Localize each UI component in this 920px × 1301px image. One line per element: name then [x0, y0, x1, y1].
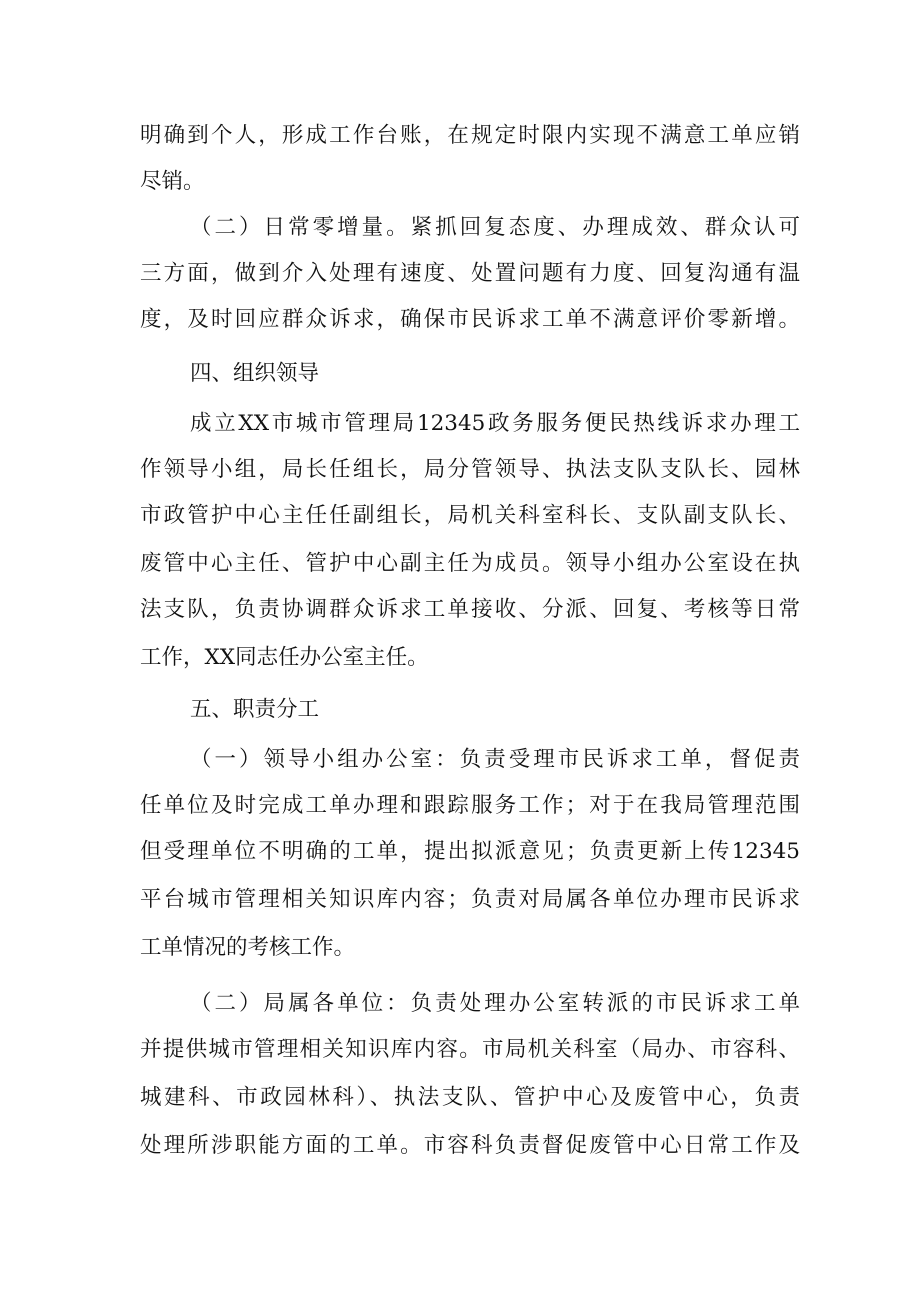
section-heading: 五、职责分工 [190, 697, 320, 722]
body-text-line: 工作，XX同志任办公室主任。 [140, 645, 429, 670]
body-text-line: 并提供城市管理相关知识库内容。市局机关科室（局办、市容科、 [140, 1037, 800, 1062]
body-text-line: 城建科、市政园林科）、执法支队、管护中心及废管中心，负责 [140, 1085, 800, 1110]
body-text-line: 任单位及时完成工单办理和跟踪服务工作；对于在我局管理范围 [140, 793, 800, 818]
body-text-line: 但受理单位不明确的工单，提出拟派意见；负责更新上传12345 [140, 839, 800, 864]
body-text-line: 成立XX市城市管理局12345政务服务便民热线诉求办理工 [190, 411, 800, 436]
body-text-line: 法支队，负责协调群众诉求工单接收、分派、回复、考核等日常 [140, 597, 800, 622]
body-text-line: 市政管护中心主任任副组长，局机关科室科长、支队副支队长、 [140, 503, 800, 528]
body-text-line: 平台城市管理相关知识库内容；负责对局属各单位办理市民诉求 [140, 887, 800, 912]
body-text-line: 度，及时回应群众诉求，确保市民诉求工单不满意评价零新增。 [140, 307, 800, 332]
body-text-line: 三方面，做到介入处理有速度、处置问题有力度、回复沟通有温 [140, 261, 800, 286]
subsection-heading-line: （一）领导小组办公室：负责受理市民诉求工单，督促责 [190, 747, 800, 772]
section-heading: 四、组织领导 [190, 361, 320, 386]
body-text-line: 明确到个人，形成工作台账，在规定时限内实现不满意工单应销 [140, 123, 800, 148]
subsection-heading-line: （二）局属各单位：负责处理办公室转派的市民诉求工单 [190, 991, 800, 1016]
body-text-line: 处理所涉职能方面的工单。市容科负责督促废管中心日常工作及 [140, 1133, 800, 1158]
body-text-line: 作领导小组，局长任组长，局分管领导、执法支队支队长、园林 [140, 457, 800, 482]
body-text-line: 废管中心主任、管护中心副主任为成员。领导小组办公室设在执 [140, 551, 800, 576]
subsection-heading-line: （二）日常零增量。紧抓回复态度、办理成效、群众认可 [190, 215, 800, 240]
body-text-line: 工单情况的考核工作。 [140, 935, 356, 960]
body-text-line: 尽销。 [140, 169, 205, 194]
